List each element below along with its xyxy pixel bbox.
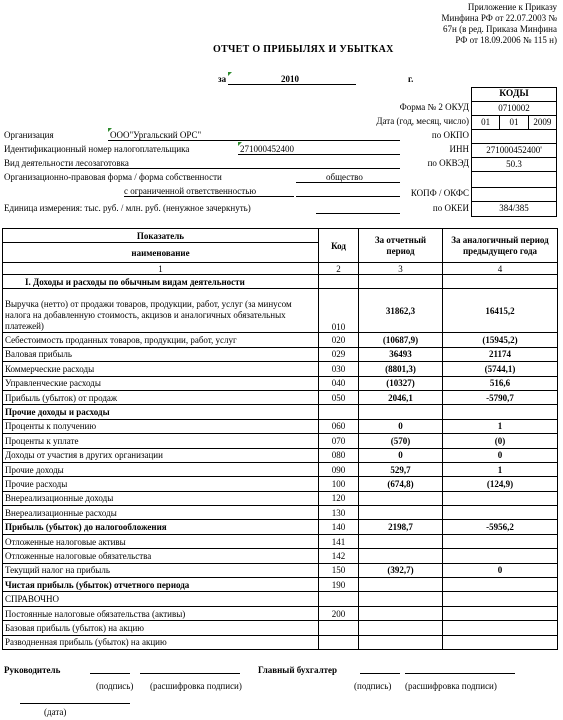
table-row [3, 563, 558, 577]
appendix-line: РФ от 18.09.2006 № 115 н) [455, 35, 557, 45]
row-current[interactable] [359, 606, 443, 620]
row-previous[interactable]: (0) [443, 434, 558, 448]
header-current: За отчетный период [359, 229, 443, 263]
table-row [3, 477, 558, 491]
row-name: Постоянные налоговые обязательства (активы) [3, 606, 319, 620]
org-label: Организация [4, 130, 54, 140]
inn-value[interactable]: 271000452400' [472, 144, 556, 158]
okved-value[interactable]: 50.3 [472, 158, 556, 172]
row-name: Прочие расходы [3, 477, 319, 491]
table-index-row [3, 263, 558, 275]
row-code[interactable] [319, 635, 359, 649]
row-code[interactable]: 130 [319, 506, 359, 520]
okei-value[interactable]: 384/385 [499, 203, 529, 213]
row-name: Отложенные налоговые активы [3, 534, 319, 548]
row-name: Прибыль (убыток) от продаж [3, 390, 319, 404]
row-name: Внереализационные расходы [3, 506, 319, 520]
row-code[interactable]: 150 [319, 563, 359, 577]
row-name: СПРАВОЧНО [3, 592, 319, 606]
table-row [3, 347, 558, 361]
row-code[interactable]: 050 [319, 390, 359, 404]
activity-value: лесозаготовка [75, 158, 129, 168]
row-previous[interactable] [443, 606, 558, 620]
row-code[interactable]: 190 [319, 578, 359, 592]
row-name: Внереализационные доходы [3, 491, 319, 505]
row-current[interactable]: (10687,9) [359, 333, 443, 347]
row-previous[interactable]: 1 [443, 419, 558, 433]
row-name: Проценты к уплате [3, 434, 319, 448]
row-previous[interactable] [443, 275, 558, 289]
row-name: Текущий налог на прибыль [3, 563, 319, 577]
row-code[interactable]: 070 [319, 434, 359, 448]
header-previous: За аналогичный период предыдущего года [443, 229, 558, 263]
row-name: Выручка (нетто) от продажи товаров, продукции, работ, услуг (за минусом налога на добавленную стоимость, акцизов и аналогичных обязательных платежей) [3, 289, 319, 333]
page-title: ОТЧЕТ О ПРИБЫЛЯХ И УБЫТКАХ [213, 44, 394, 55]
head-decode-field[interactable] [140, 663, 240, 674]
row-current[interactable] [359, 275, 443, 289]
okpo-label: по ОКПО [431, 130, 469, 140]
head-label: Руководитель [4, 665, 61, 675]
row-code[interactable]: 010 [319, 289, 359, 333]
row-name: Чистая прибыль (убыток) отчетного периода [3, 578, 319, 592]
date-year[interactable]: 2009 [533, 117, 552, 127]
header-name: наименование [3, 243, 319, 263]
header-code: Код [319, 229, 359, 263]
period-suffix: г. [408, 74, 414, 84]
table-row [3, 606, 558, 620]
inn-row-value: 271000452400 [240, 144, 294, 154]
codes-box [471, 87, 557, 217]
appendix-line: Приложение к Приказу [467, 2, 557, 12]
row-current[interactable] [359, 635, 443, 649]
activity-field[interactable] [60, 156, 400, 169]
table-row [3, 434, 558, 448]
row-current[interactable] [359, 592, 443, 606]
row-code[interactable]: 029 [319, 347, 359, 361]
appendix-line: Минфина РФ от 22.07.2003 № [441, 13, 557, 23]
kopf-label: КОПФ / ОКФС [410, 188, 469, 198]
chief-sign-field[interactable] [360, 663, 400, 674]
table-row [3, 362, 558, 376]
row-code[interactable]: 200 [319, 606, 359, 620]
row-current[interactable]: (570) [359, 434, 443, 448]
header-indicator: Показатель [3, 229, 319, 243]
row-previous[interactable]: 0 [443, 563, 558, 577]
row-code[interactable] [319, 405, 359, 419]
appendix-note [442, 2, 557, 46]
row-previous[interactable]: (15945,2) [443, 333, 558, 347]
row-previous[interactable]: 16415,2 [443, 289, 558, 333]
row-code[interactable] [319, 621, 359, 635]
row-previous[interactable] [443, 405, 558, 419]
period-prefix: за [218, 74, 227, 84]
legal-field-2[interactable] [124, 184, 294, 197]
row-previous[interactable] [443, 621, 558, 635]
row-current[interactable]: 2198,7 [359, 520, 443, 534]
chief-sign-caption: (подпись) [354, 681, 392, 691]
row-previous[interactable]: 516,6 [443, 376, 558, 390]
row-name: Разводненная прибыль (убыток) на акцию [3, 635, 319, 649]
table-row [3, 592, 558, 606]
row-name: Управленческие расходы [3, 376, 319, 390]
row-current[interactable] [359, 491, 443, 505]
kopf-value[interactable] [472, 188, 556, 202]
row-previous[interactable]: -5956,2 [443, 520, 558, 534]
row-previous[interactable]: (5744,1) [443, 362, 558, 376]
row-previous[interactable]: -5790,7 [443, 390, 558, 404]
legal-value-1: общество [326, 172, 363, 182]
row-name: Коммерческие расходы [3, 362, 319, 376]
table-row [3, 462, 558, 476]
row-current[interactable]: 36493 [359, 347, 443, 361]
chief-decode-field[interactable] [405, 663, 515, 674]
row-current[interactable] [359, 405, 443, 419]
row-previous[interactable] [443, 491, 558, 505]
index-cell: 3 [359, 263, 443, 275]
index-cell: 4 [443, 263, 558, 275]
row-current[interactable]: (8801,3) [359, 362, 443, 376]
row-current[interactable] [359, 621, 443, 635]
row-name: Прочие доходы [3, 462, 319, 476]
okei-label: по ОКЕИ [432, 203, 469, 213]
row-current[interactable]: 0 [359, 448, 443, 462]
date-field[interactable] [20, 694, 130, 704]
row-code[interactable] [319, 275, 359, 289]
row-name: Доходы от участия в других организации [3, 448, 319, 462]
date-caption: (дата) [44, 707, 67, 717]
table-row [3, 448, 558, 462]
okud-value[interactable]: 0710002 [472, 102, 556, 116]
row-previous[interactable]: 21174 [443, 347, 558, 361]
row-current[interactable] [359, 549, 443, 563]
row-code[interactable]: 100 [319, 477, 359, 491]
head-sign-caption: (подпись) [96, 681, 134, 691]
period-year: 2010 [281, 74, 299, 84]
row-previous[interactable] [443, 635, 558, 649]
row-current[interactable]: 2046,1 [359, 390, 443, 404]
row-name: Базовая прибыль (убыток) на акцию [3, 621, 319, 635]
row-name: Отложенные налоговые обязательства [3, 549, 319, 563]
row-previous[interactable]: (124,9) [443, 477, 558, 491]
row-code[interactable]: 141 [319, 534, 359, 548]
row-code[interactable]: 060 [319, 419, 359, 433]
row-name: Прочие доходы и расходы [3, 405, 319, 419]
row-code[interactable]: 020 [319, 333, 359, 347]
table-body [3, 275, 558, 650]
row-current[interactable]: (392,7) [359, 563, 443, 577]
activity-label: Вид деятельности [4, 158, 74, 168]
table-row [3, 405, 558, 419]
date-cells [472, 116, 556, 130]
table-row [3, 390, 558, 404]
row-previous[interactable]: 0 [443, 448, 558, 462]
table-row [3, 333, 558, 347]
row-code[interactable]: 080 [319, 448, 359, 462]
okved-label: по ОКВЭД [427, 158, 469, 168]
units-label: Единица измерения: тыс. руб. / млн. руб. (ненужное зачеркнуть) [4, 203, 251, 213]
row-previous[interactable] [443, 534, 558, 548]
row-current[interactable]: 31862,3 [359, 289, 443, 333]
date-day[interactable]: 01 [472, 116, 500, 129]
inn-label: ИНН [449, 144, 469, 154]
row-current[interactable] [359, 506, 443, 520]
row-code[interactable]: 142 [319, 549, 359, 563]
index-cell: 2 [319, 263, 359, 275]
codes-header: КОДЫ [472, 88, 556, 102]
date-label: Дата (год, месяц, число) [376, 116, 469, 126]
table-row [3, 635, 558, 649]
row-current[interactable]: (674,8) [359, 477, 443, 491]
row-code[interactable]: 040 [319, 376, 359, 390]
table-row [3, 419, 558, 433]
row-current[interactable] [359, 534, 443, 548]
org-value: ООО"Ургальский ОРС" [110, 130, 202, 140]
chief-decode-caption: (расшифровка подписи) [405, 681, 497, 691]
row-current[interactable]: 0 [359, 419, 443, 433]
legal-field-3[interactable] [296, 184, 400, 197]
row-previous[interactable] [443, 506, 558, 520]
legal-label: Организационно-правовая форма / форма собственности [4, 172, 222, 182]
table-row [3, 520, 558, 534]
legal-value-2: с ограниченной ответственностью [124, 186, 257, 196]
table-row [3, 289, 558, 333]
blank-code-cell [472, 172, 556, 188]
units-field[interactable] [316, 201, 400, 214]
row-previous[interactable]: 1 [443, 462, 558, 476]
table-row [3, 275, 558, 289]
inn-row-label: Идентификационный номер налогоплательщика [4, 144, 190, 154]
row-previous[interactable] [443, 592, 558, 606]
period-row [218, 74, 226, 85]
row-name: Себестоимость проданных товаров, продукции, работ, услуг [3, 333, 319, 347]
table-row [3, 578, 558, 592]
row-previous[interactable] [443, 578, 558, 592]
chief-label: Главный бухгалтер [258, 665, 338, 675]
row-code[interactable]: 140 [319, 520, 359, 534]
index-cell: 1 [3, 263, 319, 275]
head-decode-caption: (расшифровка подписи) [150, 681, 242, 691]
row-code[interactable] [319, 592, 359, 606]
row-name: Проценты к получению [3, 419, 319, 433]
table-row [3, 621, 558, 635]
appendix-line: 67н (в ред. Приказа Минфина [443, 24, 557, 34]
table-header-row [3, 229, 558, 243]
date-month[interactable]: 01 [500, 116, 528, 129]
table-row [3, 376, 558, 390]
table-row [3, 506, 558, 520]
row-previous[interactable] [443, 549, 558, 563]
table-row [3, 549, 558, 563]
head-sign-field[interactable] [90, 663, 130, 674]
row-code[interactable]: 090 [319, 462, 359, 476]
row-current[interactable] [359, 578, 443, 592]
row-current[interactable]: (10327) [359, 376, 443, 390]
report-table [2, 228, 558, 650]
row-code[interactable]: 120 [319, 491, 359, 505]
table-row [3, 534, 558, 548]
row-name: Валовая прибыль [3, 347, 319, 361]
row-code[interactable]: 030 [319, 362, 359, 376]
okud-label: Форма № 2 ОКУД [399, 102, 469, 112]
okpo-value[interactable] [472, 130, 556, 144]
table-row [3, 491, 558, 505]
row-current[interactable]: 529,7 [359, 462, 443, 476]
row-name: Прибыль (убыток) до налогообложения [3, 520, 319, 534]
row-name: I. Доходы и расходы по обычным видам деятельности [3, 275, 319, 289]
